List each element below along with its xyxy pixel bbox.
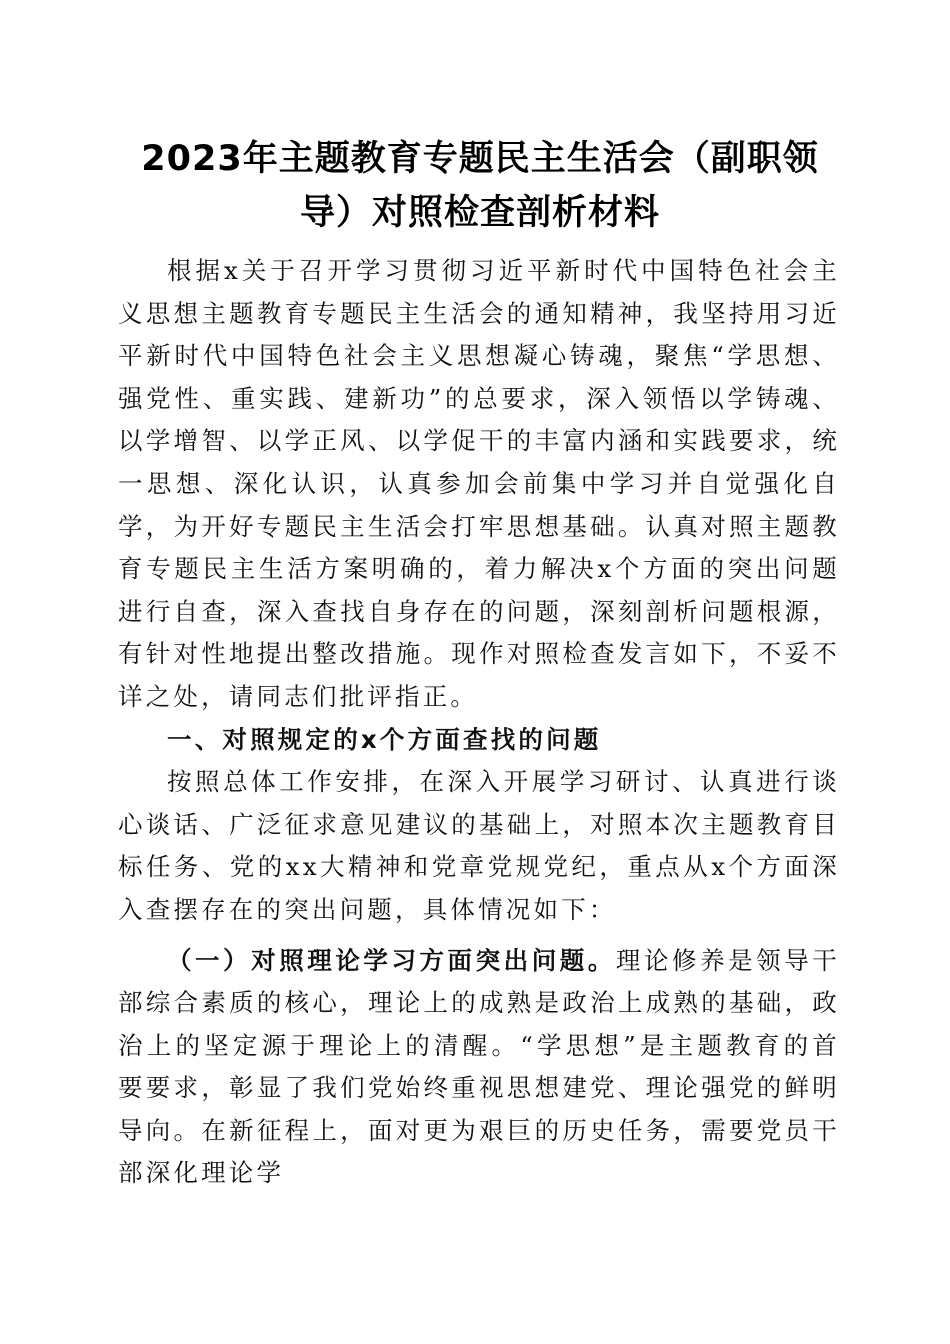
subsection-1-text: 理论修养是领导干部综合素质的核心，理论上的成熟是政治上成熟的基础，政治上的坚定源于理论上的清醒。“学思想”是主题教育的首要要求，彰显了我们党始终重视思想建党、理论强党的鲜明导向。在新征程上，面对更为艰巨的历史任务，需要党员干部深化理论学	[118, 945, 840, 1188]
subsection-1-heading: （一）对照理论学习方面突出问题。	[167, 945, 616, 975]
document-title: 2023年主题教育专题民主生活会（副职领导）对照检查剖析材料	[141, 139, 819, 233]
document-body	[118, 250, 840, 1195]
section-1-heading: 一、对照规定的x个方面查找的问题	[167, 724, 602, 754]
section-1-paragraph: 按照总体工作安排，在深入开展学习研讨、认真进行谈心谈话、广泛征求意见建议的基础上，对照本次主题教育目标任务、党的xx大精神和党章党规党纪，重点从x个方面深入查摆存在的突出问题，具体情况如下：	[118, 767, 840, 924]
subsection-1-paragraph	[118, 940, 840, 1196]
intro-paragraph: 根据x关于召开学习贯彻习近平新时代中国特色社会主义思想主题教育专题民主生活会的通知精神，我坚持用习近平新时代中国特色社会主义思想凝心铸魂，聚焦“学思想、强党性、重实践、建新功”的总要求，深入领悟以学铸魂、以学增智、以学正风、以学促干的丰富内涵和实践要求，统一思想、深化认识，认真参加会前集中学习并自觉强化自学，为开好专题民主生活会打牢思想基础。认真对照主题教育专题民主生活方案明确的，着力解决x个方面的突出问题进行自查，深入查找自身存在的问题，深刻剖析问题根源，有针对性地提出整改措施。现作对照检查发言如下，不妥不详之处，请同志们批评指正。	[118, 256, 840, 711]
